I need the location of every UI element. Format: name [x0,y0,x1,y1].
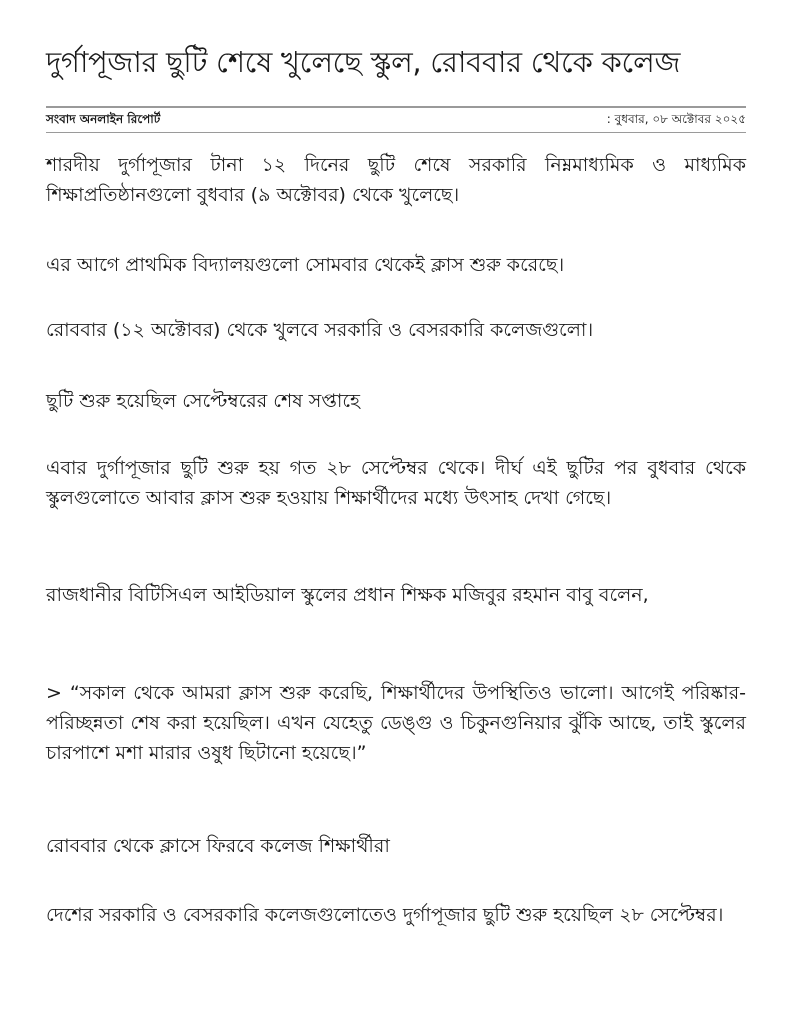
paragraph-intro: শারদীয় দুর্গাপূজার টানা ১২ দিনের ছুটি শেষে সরকারি নিম্নমাধ্যমিক ও মাধ্যমিক শিক্ষাপ্রতিষ্ঠানগুলো বুধবার (৯ অক্টোবর) থেকে খুলেছে। [46,154,746,206]
article-byline: সংবাদ অনলাইন রিপোর্ট [46,112,161,126]
article-headline: দুর্গাপূজার ছুটি শেষে খুলেছে স্কুল, রোববার থেকে কলেজ [46,45,681,79]
paragraph-quote: > “সকাল থেকে আমরা ক্লাস শুরু করেছি, শিক্ষার্থীদের উপস্থিতিও ভালো। আগেই পরিষ্কার-পরিচ্ছন্নতা শেষ করা হয়েছিল। এখন যেহেতু ডেঙ্গু ও চিকুনগুনিয়ার ঝুঁকি আছে, তাই স্কুলের চারপাশে মশা মারার ওষুধ ছিটানো হয়েছে।” [46,682,746,764]
paragraph-colleges-open: রোববার (১২ অক্টোবর) থেকে খুলবে সরকারি ও বেসরকারি কলেজগুলো। [46,319,594,341]
subhead-holiday-start: ছুটি শুরু হয়েছিল সেপ্টেম্বরের শেষ সপ্তাহে [46,390,361,412]
paragraph-headmaster-intro: রাজধানীর বিটিসিএল আইডিয়াল স্কুলের প্রধান শিক্ষক মজিবুর রহমান বাবু বলেন, [46,584,649,606]
paragraph-holiday-details: এবার দুর্গাপূজার ছুটি শুরু হয় গত ২৮ সেপ্টেম্বর থেকে। দীর্ঘ এই ছুটির পর বুধবার থেকে স্কুলগুলোতে আবার ক্লাস শুরু হওয়ায় শিক্ষার্থীদের মধ্যে উৎসাহ দেখা গেছে। [46,457,746,509]
article-meta-bar [46,106,746,133]
paragraph-colleges-holiday: দেশের সরকারি ও বেসরকারি কলেজগুলোতেও দুর্গাপূজার ছুটি শুরু হয়েছিল ২৮ সেপ্টেম্বর। [46,904,724,926]
subhead-colleges-return: রোববার থেকে ক্লাসে ফিরবে কলেজ শিক্ষার্থীরা [46,835,390,857]
paragraph-primary-schools: এর আগে প্রাথমিক বিদ্যালয়গুলো সোমবার থেকেই ক্লাস শুরু করেছে। [46,254,565,276]
article-date: : বুধবার, ০৮ অক্টোবর ২০২৫ [606,112,746,126]
